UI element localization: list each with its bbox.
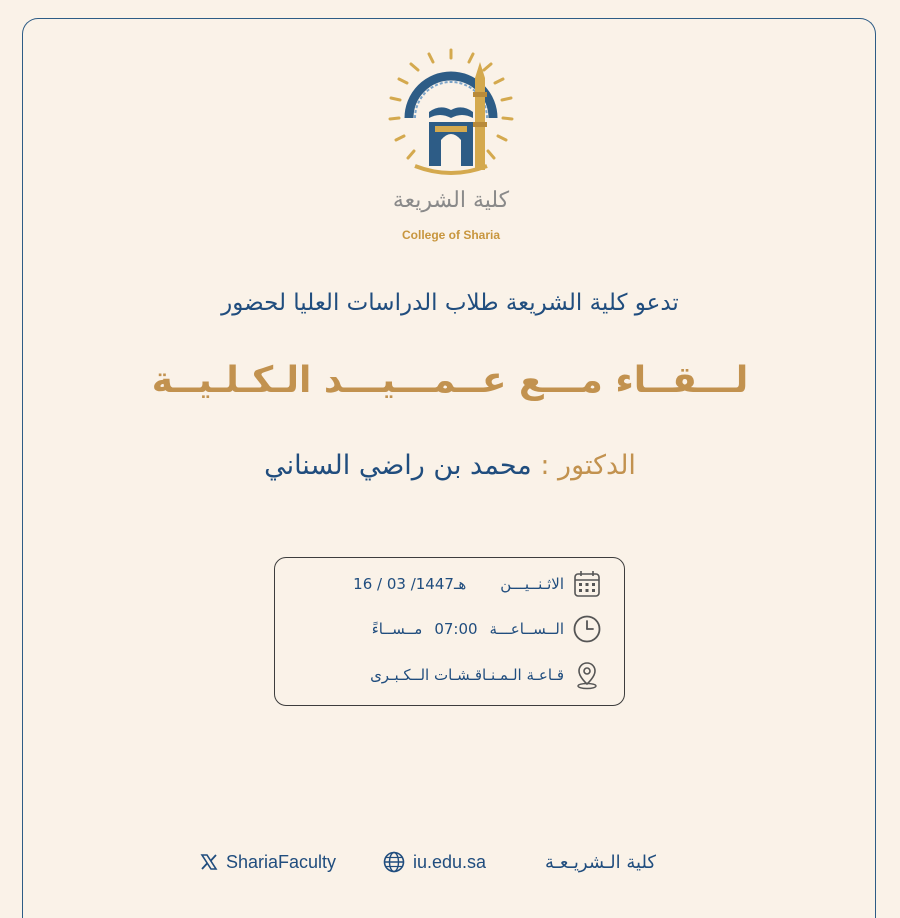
footer-x-link[interactable]	[200, 848, 336, 876]
event-date: 16 / 03 /1447هـ	[353, 575, 467, 593]
time-period: مــســاءً	[371, 620, 423, 638]
college-logo	[385, 48, 517, 248]
time-value: 07:00	[434, 620, 478, 638]
globe-icon	[383, 851, 405, 873]
event-location: قـاعـة الـمـنـاقـشـات الــكـبـرى	[370, 666, 564, 684]
time-row	[372, 613, 602, 645]
x-handle: ShariaFaculty	[226, 851, 337, 872]
website-url: iu.edu.sa	[413, 851, 487, 872]
date-row	[353, 568, 602, 600]
clock-icon	[572, 614, 602, 644]
logo-english-name: College of Sharia	[401, 228, 501, 242]
logo-arabic-name: كلية الشريعة	[392, 188, 510, 213]
event-details-box	[274, 557, 625, 706]
invitation-intro: تدعو كلية الشريعة طلاب الدراسات العليا لحضور	[221, 290, 679, 316]
x-logo-icon	[200, 853, 218, 871]
location-row	[370, 659, 602, 691]
doctor-name: محمد بن راضي السناني	[264, 450, 532, 481]
calendar-icon	[572, 569, 602, 599]
location-pin-icon	[572, 660, 602, 690]
time-label: الــســاعـــة	[489, 620, 564, 638]
event-day: الاثـنــيـــن	[500, 575, 564, 593]
doctor-line	[0, 450, 900, 481]
doctor-title: الدكتور	[558, 450, 636, 481]
footer-college-name: كلية الـشريـعـة	[545, 851, 656, 873]
event-title: لـــقــاء مـــع عــمـــيـــد الـكـلـيــة	[151, 360, 749, 401]
footer-website-link[interactable]	[383, 848, 486, 876]
doctor-separator: :	[540, 450, 550, 481]
college-emblem	[385, 48, 517, 188]
